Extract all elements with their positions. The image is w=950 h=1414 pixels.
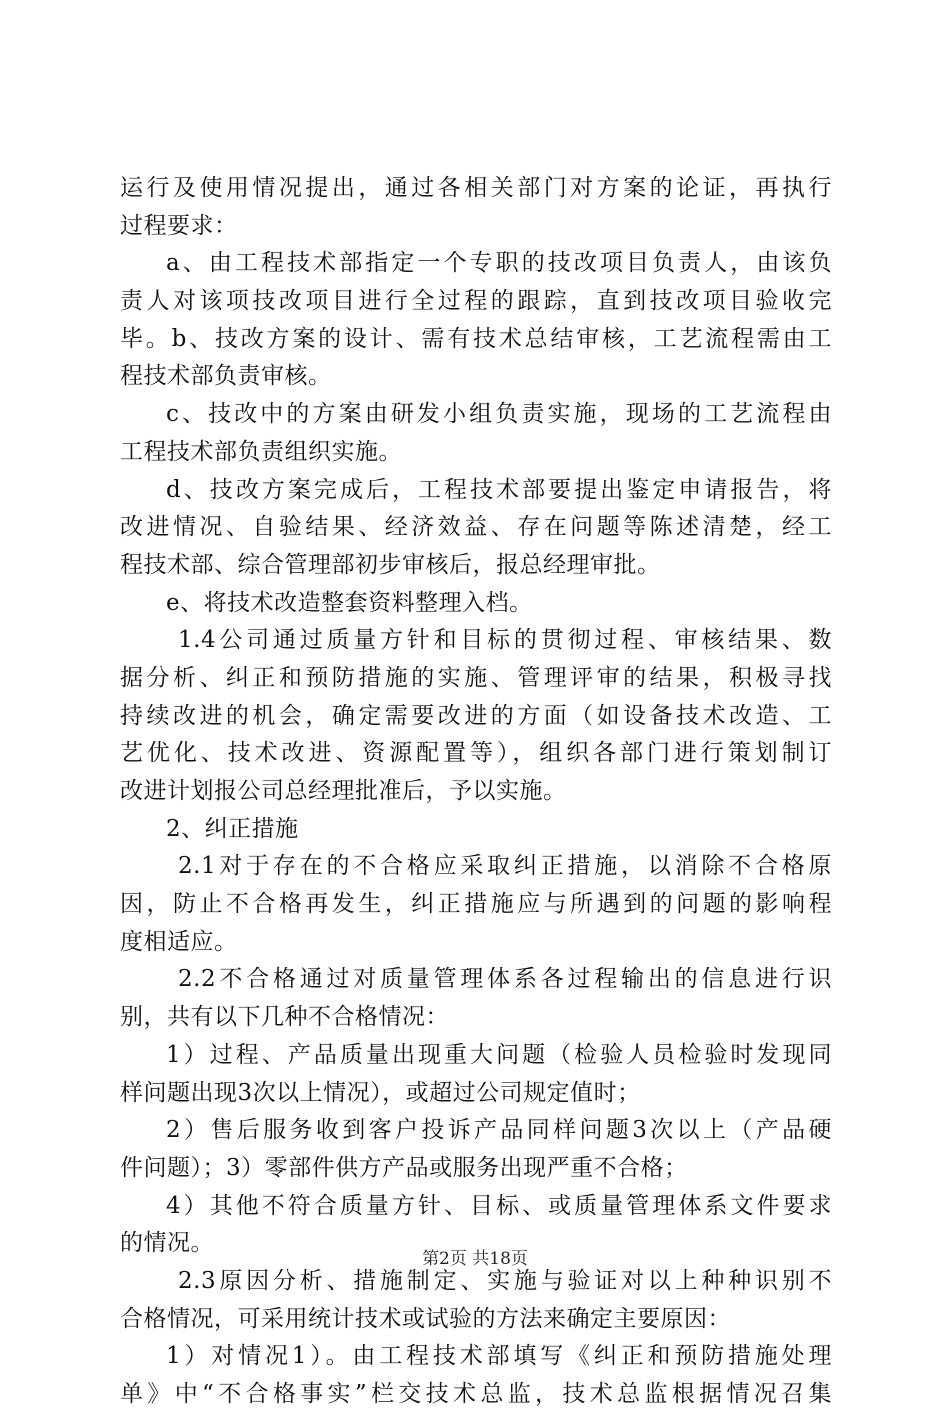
document-body [120,170,832,1414]
text-line: 持续改进的机会，确定需要改进的方面（如设备技术改造、工 [120,702,832,729]
text-line: 程技术部负责审核。 [120,363,332,390]
text-line: e、将技术改造整套资料整理入档。 [166,589,533,616]
text-line: 过程要求： [120,212,238,239]
text-line: a、由工程技术部指定一个专职的技改项目负责人，由该负 [166,250,832,277]
text-line: d、技改方案完成后，工程技术部要提出鉴定申请报告，将 [166,476,832,503]
text-line: 工程技术部负责组织实施。 [120,438,402,465]
text-line: 4）其他不符合质量方针、目标、或质量管理体系文件要求 [166,1192,832,1219]
text-line: 1）对情况1）。由工程技术部填写《纠正和预防措施处理 [166,1343,832,1370]
text-line: 合格情况，可采用统计技术或试验的方法来确定主要原因： [120,1305,731,1332]
text-line: 程技术部、综合管理部初步审核后，报总经理审批。 [120,551,661,578]
page-footer: 第2页 共18页 [422,1249,528,1269]
text-line: 单》中“不合格事实”栏交技术总监，技术总监根据情况召集 [120,1381,832,1407]
text-line: 改进计划报公司总经理批准后，予以实施。 [120,778,567,804]
text-line: 1.4公司通过质量方针和目标的贯彻过程、审核结果、数 [178,627,832,654]
text-line: 运行及使用情况提出，通过各相关部门对方案的论证，再执行 [120,175,832,201]
text-line: 责人对该项技改项目进行全过程的跟踪，直到技改项目验收完 [120,288,832,315]
text-line: 毕。b、技改方案的设计、需有技术总结审核，工艺流程需由工 [120,325,832,352]
text-line: 2）售后服务收到客户投诉产品同样问题3次以上（产品硬 [166,1117,832,1144]
text-line: 艺优化、技术改进、资源配置等），组织各部门进行策划制订 [120,740,832,767]
text-line: 2.1对于存在的不合格应采取纠正措施，以消除不合格原 [178,853,832,880]
text-line: 2.3原因分析、措施制定、实施与验证对以上种种识别不 [178,1267,832,1294]
text-line: 据分析、纠正和预防措施的实施、管理评审的结果，积极寻找 [120,664,832,691]
text-line: 2.2不合格通过对质量管理体系各过程输出的信息进行识 [178,966,832,993]
text-line: 因，防止不合格再发生，纠正措施应与所遇到的问题的影响程 [120,891,832,918]
text-line: 2、纠正措施 [166,815,299,842]
text-line: c、技改中的方案由研发小组负责实施，现场的工艺流程由 [166,401,832,428]
text-line: 件问题）；3）零部件供方产品或服务出现严重不合格； [120,1154,688,1181]
text-line: 别，共有以下几种不合格情况： [120,1004,449,1031]
text-line: 改进情况、自验结果、经济效益、存在问题等陈述清楚，经工 [120,514,832,541]
text-line: 的情况。 [120,1230,214,1257]
text-line: 度相适应。 [120,928,238,955]
text-line: 1）过程、产品质量出现重大问题（检验人员检验时发现同 [166,1041,832,1068]
text-line: 样问题出现3次以上情况），或超过公司规定值时； [120,1079,641,1106]
